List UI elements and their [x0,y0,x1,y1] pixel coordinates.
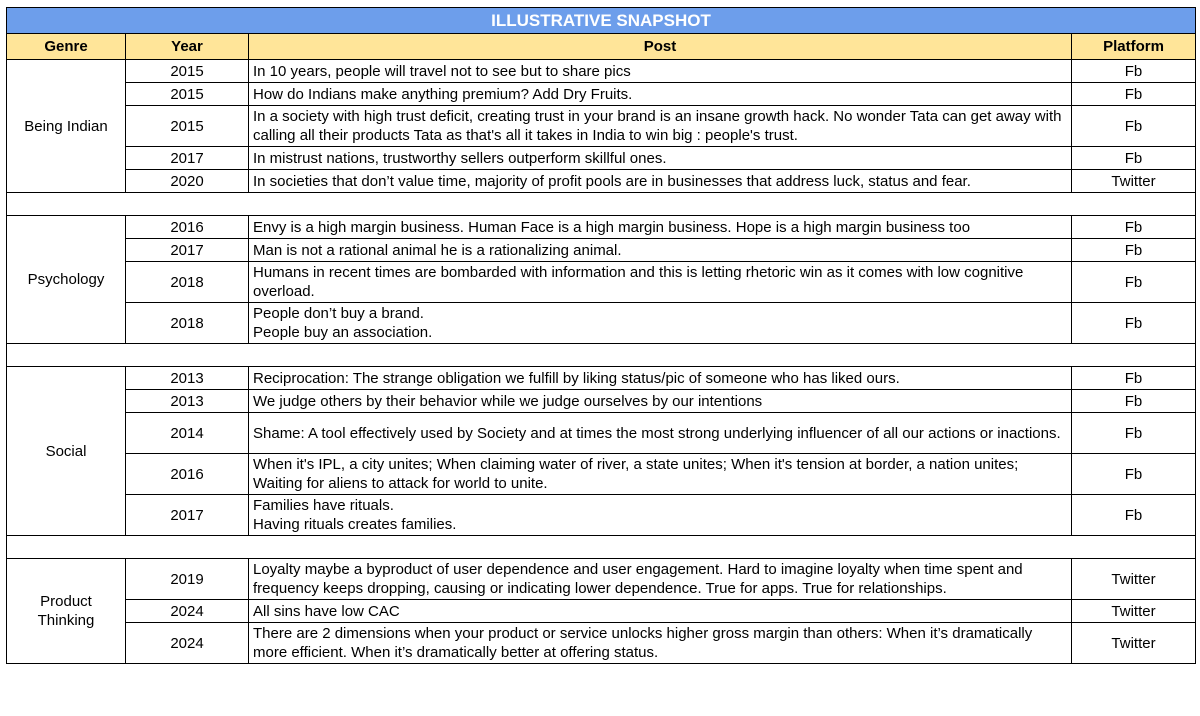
platform-cell: Fb [1072,83,1196,106]
post-cell: Families have rituals. Having rituals creates families. [249,495,1072,536]
table-row [7,303,1196,344]
year-cell: 2019 [126,559,249,600]
platform-cell: Fb [1072,495,1196,536]
post-cell: In 10 years, people will travel not to see but to share pics [249,60,1072,83]
genre-cell: Social [7,367,126,536]
table-row [7,623,1196,664]
header-year: Year [126,34,249,60]
platform-cell: Twitter [1072,623,1196,664]
table-title: ILLUSTRATIVE SNAPSHOT [7,8,1196,34]
post-cell: There are 2 dimensions when your product or service unlocks higher gross margin than others: When it’s dramatically more efficient. When it’s dramatically better at offering status. [249,623,1072,664]
year-cell: 2015 [126,106,249,147]
table-row [7,83,1196,106]
post-cell: Shame: A tool effectively used by Society and at times the most strong underlying influencer of all our actions or inactions. [249,413,1072,454]
platform-cell: Fb [1072,367,1196,390]
platform-cell: Fb [1072,239,1196,262]
platform-cell: Fb [1072,147,1196,170]
post-cell: Humans in recent times are bombarded with information and this is letting rhetoric win as it comes with low cognitive overload. [249,262,1072,303]
year-cell: 2013 [126,367,249,390]
header-genre: Genre [7,34,126,60]
year-cell: 2024 [126,600,249,623]
post-cell: Reciprocation: The strange obligation we fulfill by liking status/pic of someone who has liked ours. [249,367,1072,390]
table-row [7,367,1196,390]
genre-cell: Product Thinking [7,559,126,664]
genre-cell: Psychology [7,216,126,344]
table-row [7,390,1196,413]
year-cell: 2017 [126,239,249,262]
table-row [7,495,1196,536]
post-cell: All sins have low CAC [249,600,1072,623]
section-gap-row [7,344,1196,367]
year-cell: 2015 [126,83,249,106]
post-cell: How do Indians make anything premium? Add Dry Fruits. [249,83,1072,106]
year-cell: 2017 [126,147,249,170]
platform-cell: Fb [1072,413,1196,454]
platform-cell: Fb [1072,262,1196,303]
year-cell: 2018 [126,262,249,303]
post-cell: In a society with high trust deficit, creating trust in your brand is an insane growth hack. No wonder Tata can get away with calling all their products Tata as that's all it takes in India to win big : people's trust. [249,106,1072,147]
year-cell: 2020 [126,170,249,193]
table-row [7,170,1196,193]
post-cell: In societies that don’t value time, majority of profit pools are in businesses that address luck, status and fear. [249,170,1072,193]
table-row [7,600,1196,623]
platform-cell: Fb [1072,216,1196,239]
genre-cell: Being Indian [7,60,126,193]
year-cell: 2013 [126,390,249,413]
post-cell: Loyalty maybe a byproduct of user dependence and user engagement. Hard to imagine loyalty when time spent and frequency keeps dropping, causing or indicating lower dependence. True for apps. True for relationships. [249,559,1072,600]
section-gap-row [7,536,1196,559]
year-cell: 2024 [126,623,249,664]
table-row [7,60,1196,83]
table-row [7,106,1196,147]
platform-cell: Fb [1072,454,1196,495]
table-row [7,239,1196,262]
platform-cell: Twitter [1072,559,1196,600]
table-row [7,559,1196,600]
table-row [7,454,1196,495]
header-platform: Platform [1072,34,1196,60]
post-cell: Man is not a rational animal he is a rationalizing animal. [249,239,1072,262]
table-row [7,147,1196,170]
table-row [7,216,1196,239]
post-cell: Envy is a high margin business. Human Face is a high margin business. Hope is a high margin business too [249,216,1072,239]
post-cell: People don’t buy a brand. People buy an association. [249,303,1072,344]
table-body [7,60,1196,664]
platform-cell: Fb [1072,390,1196,413]
platform-cell: Fb [1072,106,1196,147]
table-row [7,413,1196,454]
year-cell: 2015 [126,60,249,83]
snapshot-table [6,7,1196,664]
table-row [7,262,1196,303]
year-cell: 2018 [126,303,249,344]
platform-cell: Twitter [1072,600,1196,623]
year-cell: 2016 [126,216,249,239]
post-cell: When it's IPL, a city unites; When claiming water of river, a state unites; When it's tension at border, a nation unites; Waiting for aliens to attack for world to unite. [249,454,1072,495]
year-cell: 2017 [126,495,249,536]
section-gap-row [7,193,1196,216]
platform-cell: Twitter [1072,170,1196,193]
post-cell: We judge others by their behavior while we judge ourselves by our intentions [249,390,1072,413]
post-cell: In mistrust nations, trustworthy sellers outperform skillful ones. [249,147,1072,170]
year-cell: 2016 [126,454,249,495]
header-post: Post [249,34,1072,60]
platform-cell: Fb [1072,60,1196,83]
year-cell: 2014 [126,413,249,454]
platform-cell: Fb [1072,303,1196,344]
